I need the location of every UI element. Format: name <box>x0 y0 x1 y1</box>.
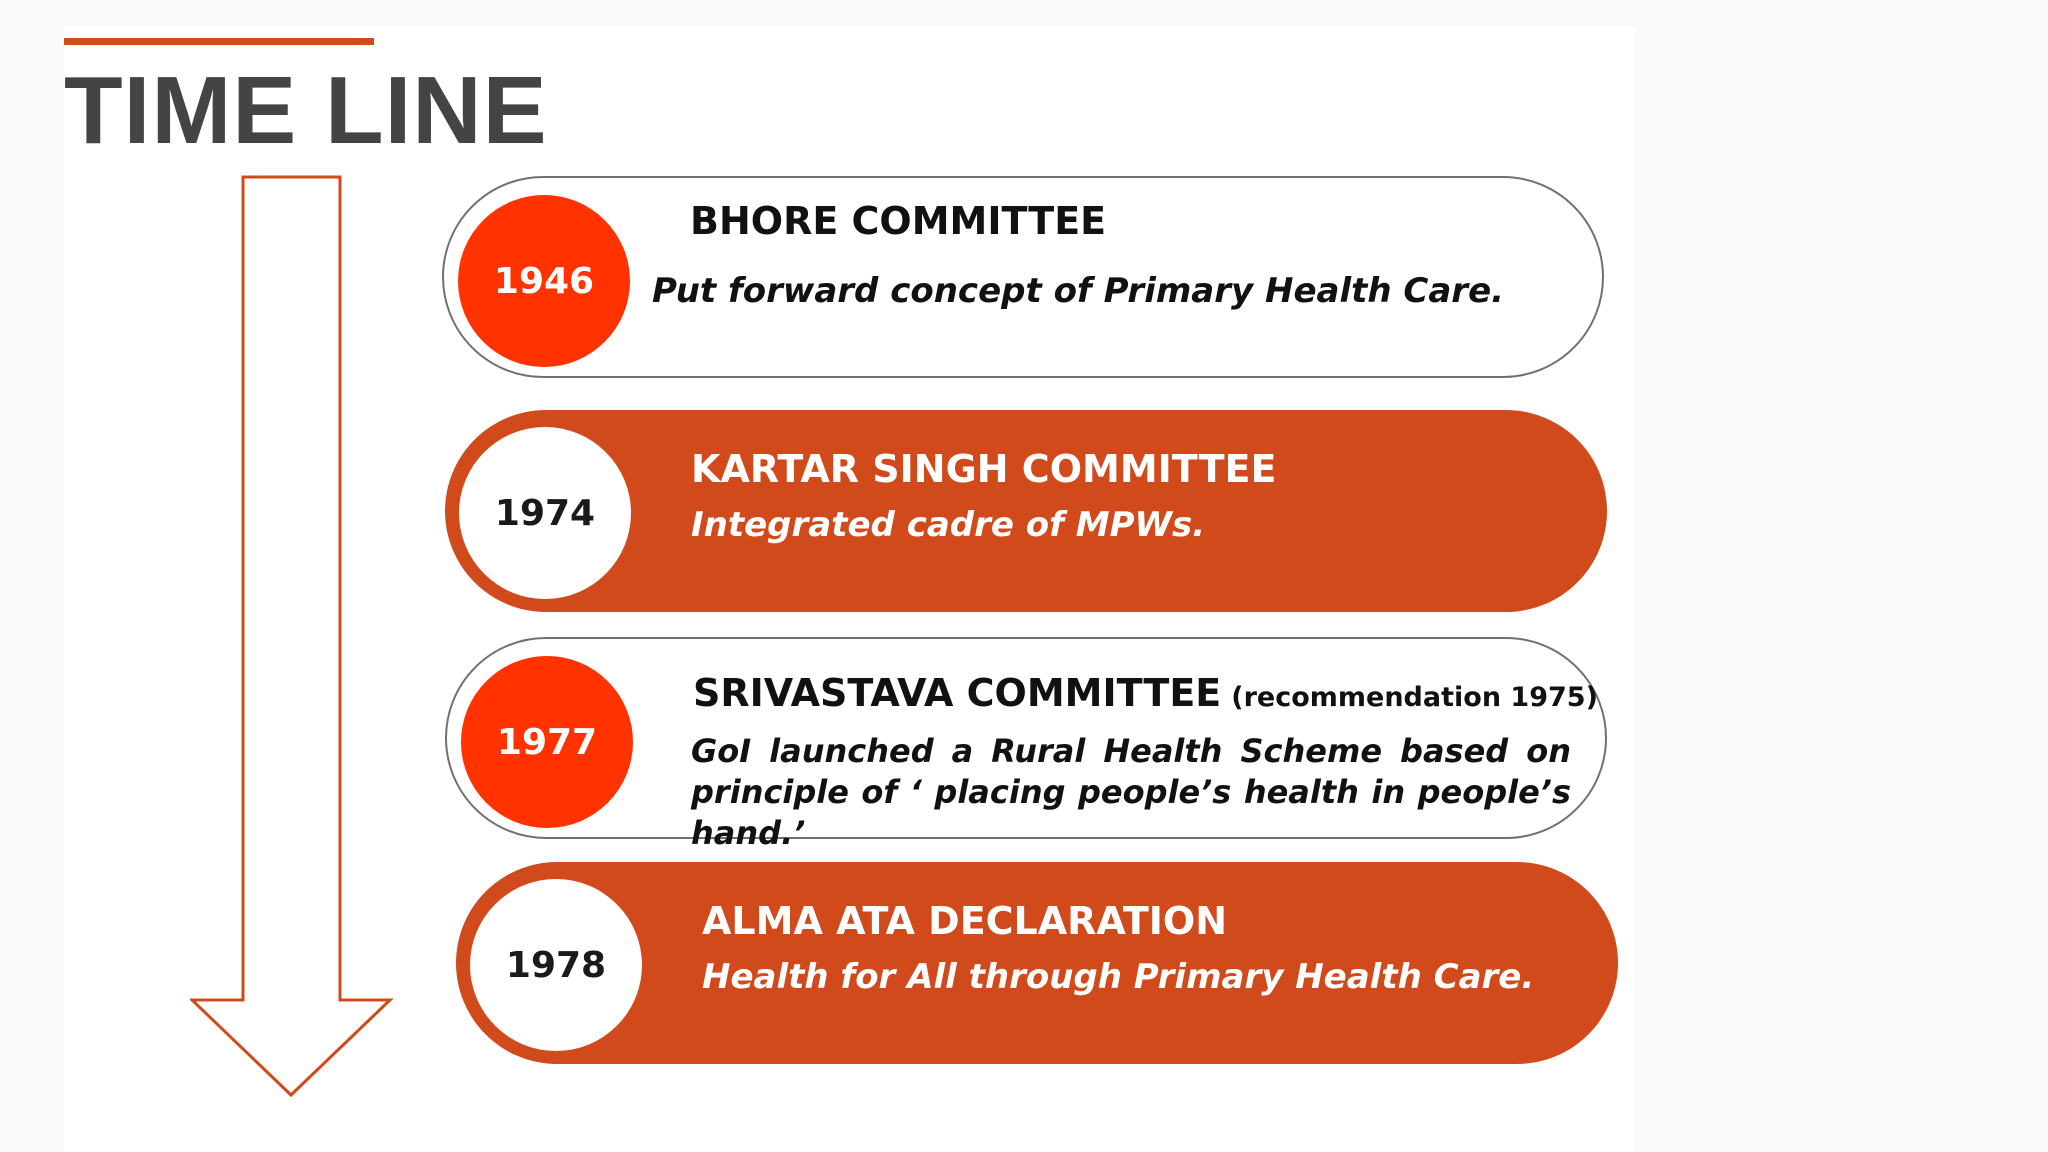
timeline-event-1974 <box>445 410 1607 612</box>
year-badge: 1977 <box>461 656 633 828</box>
event-heading <box>693 670 1598 721</box>
event-description: Put forward concept of Primary Health Care. <box>652 271 1505 311</box>
title-accent-bar <box>64 38 374 45</box>
event-description: Integrated cadre of MPWs. <box>691 505 1206 545</box>
year-badge: 1974 <box>459 427 631 599</box>
year-badge: 1946 <box>458 195 630 367</box>
event-description: GoI launched a Rural Health Scheme based on principle of ‘ placing people’s health in people’s hand.’ <box>691 732 1571 852</box>
timeline-arrow-icon <box>190 170 410 1100</box>
event-heading-text: BHORE COMMITTEE <box>690 199 1107 243</box>
timeline-event-1977 <box>445 637 1607 852</box>
event-heading-text: KARTAR SINGH COMMITTEE <box>691 447 1277 491</box>
event-heading-text: ALMA ATA DECLARATION <box>702 899 1228 943</box>
event-description: Health for All through Primary Health Care. <box>702 957 1535 997</box>
event-heading-note: (recommendation 1975) <box>1231 682 1598 713</box>
event-heading <box>702 898 1227 944</box>
page-title: TIME LINE <box>64 57 548 164</box>
timeline-event-1978 <box>456 862 1618 1064</box>
timeline-event-1946 <box>442 176 1604 378</box>
year-badge: 1978 <box>470 879 642 1051</box>
event-heading <box>690 198 1106 244</box>
event-heading-text: SRIVASTAVA COMMITTEE <box>693 671 1222 715</box>
event-heading <box>691 446 1276 492</box>
